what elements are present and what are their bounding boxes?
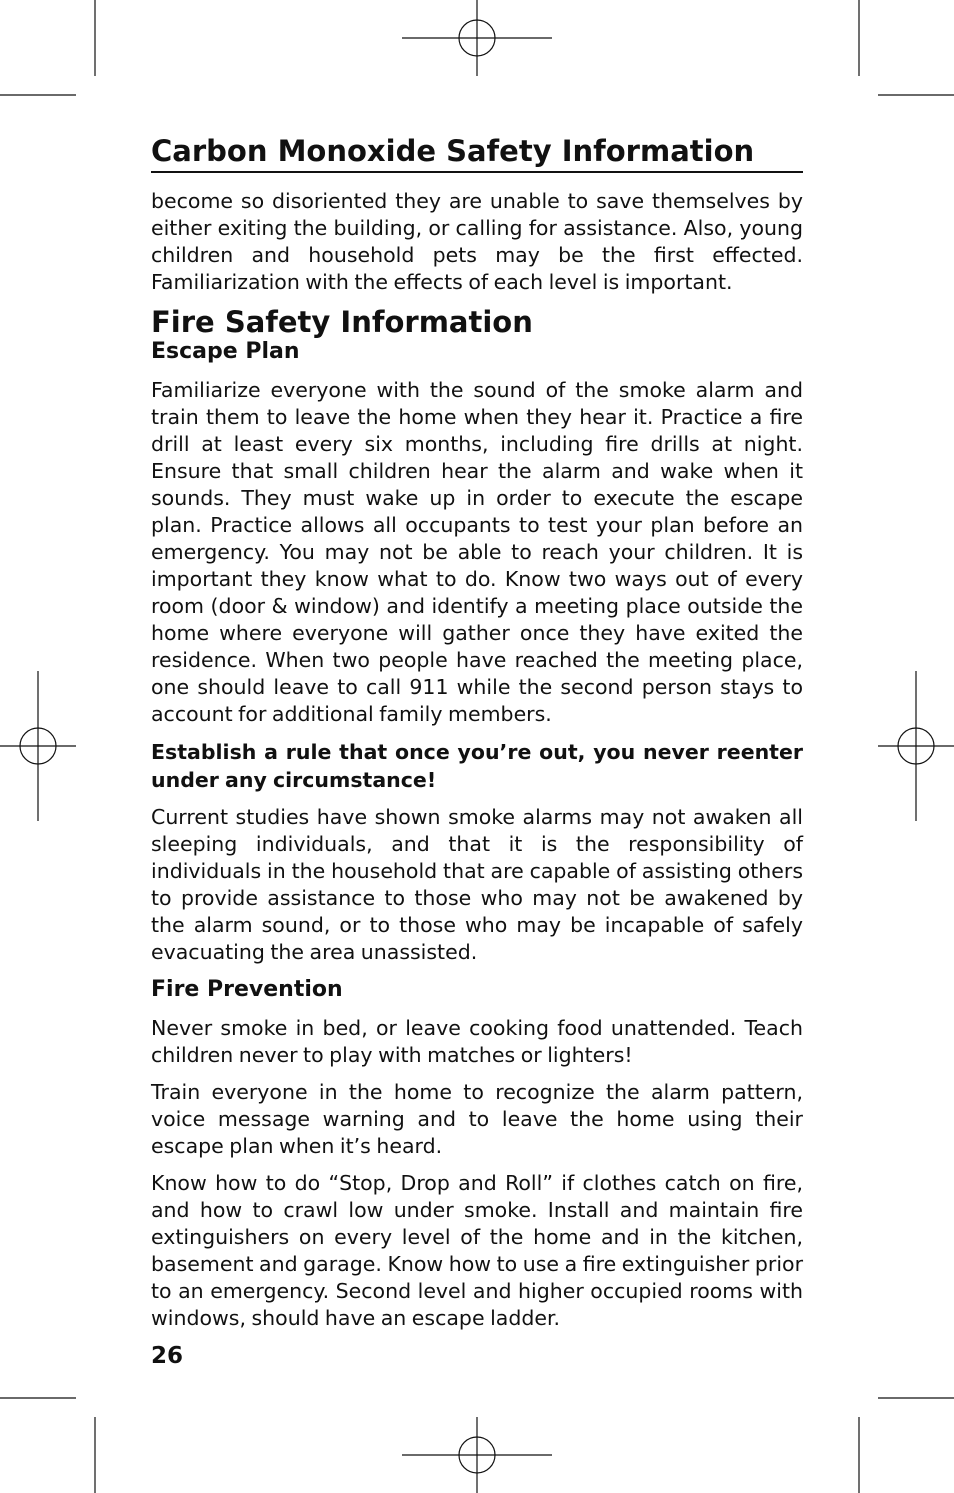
- registration-mark-right: [878, 671, 954, 821]
- subsection-title-escape-plan: Escape Plan: [151, 339, 300, 364]
- escape-plan-paragraph: Familiarize everyone with the sound of the smoke alarm and train them to leave the home when they hear it. Practice a fire drill at least every six months, including fire drills at night. Ensure that small children hear the alarm and wake when it sounds. They must wake up in order to execute the escape plan. Practice allows all occupants to test your plan before an emergency. You may not be able to reach your children. It is important they know what to do. Know two ways out of every room (door & window) and identify a meeting place outside the home where everyone will gather once they have exited the residence. When two people have reached the meeting place, one should leave to call 911 while the second person stays to account for additional family members.: [151, 378, 803, 726]
- smoke-alarm-studies-paragraph: Current studies have shown smoke alarms may not awaken all sleeping individuals, and that it is the responsibility of individuals in the household that are capable of assisting others to provide assistance to those who may not be awakened by the alarm sound, or to those who may be incapable of safely evacuating the area unassisted.: [151, 805, 803, 964]
- page-number: 26: [151, 1343, 184, 1369]
- section-title-fire-safety: Fire Safety Information: [151, 305, 533, 339]
- registration-mark-left: [0, 671, 76, 821]
- prevention-paragraph: Train everyone in the home to recognize the alarm pattern, voice message warning and to leave the home using their escape plan when it’s heard.: [151, 1080, 803, 1158]
- page-header-title: Carbon Monoxide Safety Information: [151, 132, 803, 173]
- registration-mark-top: [402, 0, 552, 76]
- prevention-paragraph: Never smoke in bed, or leave cooking food unattended. Teach children never to play with matches or lighters!: [151, 1016, 803, 1067]
- document-page: [151, 132, 803, 1370]
- prevention-paragraph: Know how to do “Stop, Drop and Roll” if clothes catch on fire, and how to crawl low under smoke. Install and maintain fire extinguishers on every level of the home and in the kitchen, basement and garage. Know how to use a fire extinguisher prior to an emergency. Second level and higher occupied rooms with windows, should have an escape ladder.: [151, 1171, 803, 1330]
- intro-paragraph: become so disoriented they are unable to save themselves by either exiting the building, or calling for assistance. Also, young children and household pets may be the first effected. Familiarization with the effects of each level is important.: [151, 189, 803, 294]
- subsection-title-fire-prevention: Fire Prevention: [151, 977, 343, 1002]
- registration-mark-bottom: [402, 1417, 552, 1493]
- escape-plan-rule: Establish a rule that once you’re out, you never reenter under any circumstance!: [151, 740, 803, 792]
